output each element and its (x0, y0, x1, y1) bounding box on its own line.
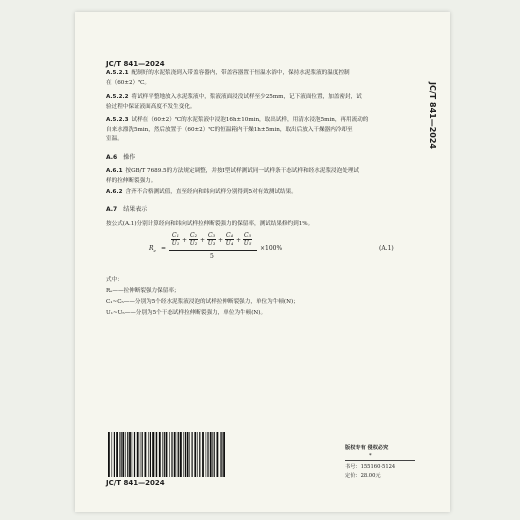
section-title: 操作 (123, 154, 136, 161)
clause-line: 验过程中保证液面高度不发生变化。 (106, 103, 196, 110)
barcode-stripe (122, 432, 124, 477)
barcode-stripe (178, 432, 179, 477)
barcode-stripe (148, 432, 149, 477)
barcode-stripe (164, 432, 165, 477)
fraction-denominator: U₃ (207, 240, 216, 247)
barcode-stripe (221, 432, 222, 477)
barcode-stripe (140, 432, 141, 477)
section-number: A.7 (106, 206, 118, 213)
plus-sign: + (236, 237, 242, 244)
barcode-stripe (199, 432, 200, 477)
barcode-stripe (214, 432, 215, 477)
legend-line: C₁~C₅——分别为5个经水泥浆液浸泡的试样拉伸断裂强力，单位为牛顿(N)； (106, 299, 299, 305)
barcode-stripe (210, 432, 212, 477)
clause-a-6-2 (106, 188, 424, 198)
formula-a1 (129, 230, 429, 268)
formula-fraction (189, 232, 198, 247)
formula-lhs (149, 245, 156, 253)
barcode-stripe (162, 432, 163, 477)
clause-number: A.5.2.3 (106, 117, 129, 123)
barcode-stripe (114, 432, 115, 477)
barcode-stripe (132, 432, 133, 477)
barcode-stripe (194, 432, 196, 477)
barcode-stripe (189, 432, 190, 477)
clause-line: 将试样平整地放入水泥浆液中，浆液液面浸没试样至少25mm，记下液面位置，加盖密封，试 (131, 94, 362, 100)
section-a7-heading (106, 204, 147, 213)
fraction-denominator: U₄ (225, 240, 234, 247)
plus-sign: + (182, 237, 188, 244)
formula-fraction (243, 232, 252, 247)
main-fraction-bar (169, 250, 257, 251)
barcode (106, 432, 226, 477)
barcode-stripe (108, 432, 110, 477)
formula-fraction (225, 232, 234, 247)
barcode-stripe (125, 432, 126, 477)
barcode-stripe (183, 432, 184, 477)
legend-line: U₁~U₅——分别为5个干态试样拉伸断裂强力，单位为牛顿(N)。 (106, 310, 267, 316)
barcode-stripe (152, 432, 154, 477)
barcode-stripe (145, 432, 147, 477)
formula-fraction (171, 232, 180, 247)
barcode-stripe (177, 432, 178, 477)
result-intro: 按公式(A.1)分别计算经向和纬向试样拉伸断裂强力的保留率，测试结果修约到1%。 (106, 221, 314, 227)
plus-sign: + (218, 237, 224, 244)
barcode-stripe (174, 432, 176, 477)
fraction-numerator: C₂ (190, 232, 197, 239)
barcode-stripe (142, 432, 143, 477)
barcode-stripe (217, 432, 219, 477)
formula-lhs-symbol: R (149, 245, 154, 252)
barcode-stripe (129, 432, 131, 477)
main-denominator: 5 (210, 253, 214, 260)
barcode-stripe (127, 432, 128, 477)
section-title: 结果表示 (123, 206, 148, 213)
barcode-stripe (116, 432, 118, 477)
barcode-stripe (180, 432, 182, 477)
fraction-numerator: C₄ (226, 232, 233, 239)
barcode-stripe (119, 432, 120, 477)
clause-line: 试样在（60±2）℃的水泥浆液中浸泡16h±10min，取出试样，用清水浸泡5min，再用流动的 (131, 117, 369, 123)
clause-line: 在（60±2）℃。 (106, 79, 150, 86)
price: 定价：28.00元 (345, 473, 381, 479)
barcode-stripe (159, 432, 161, 477)
clause-a-5-2-2 (106, 93, 424, 112)
barcode-stripe (197, 432, 198, 477)
section-a6-heading (106, 152, 135, 161)
clause-line: 按GB/T 7689.5的方法规定调整，并按Ⅰ型试样测试同一试样条干态试样和经水泥浆浸泡处理试 (125, 168, 360, 174)
barcode-stripe (192, 432, 193, 477)
barcode-stripe (171, 432, 172, 477)
formula-tail: ×100% (260, 245, 283, 252)
document-page (75, 12, 450, 512)
legend-heading: 式中： (106, 277, 123, 283)
barcode-stripe (121, 432, 122, 477)
barcode-stripe (112, 432, 113, 477)
clause-line: 配制好的水泥浆浇到入带盖容器内，带盖容器置于恒温水浴中，保持水泥浆液的温度控制 (131, 70, 350, 76)
barcode-stripe (206, 432, 207, 477)
clause-line: 含齐不合格测试值，直至经向和纬向试样分别得到5对有效测试结果。 (125, 189, 297, 195)
barcode-stripe (166, 432, 168, 477)
fraction-denominator: U₁ (171, 240, 180, 247)
clause-a-6-1 (106, 167, 424, 186)
clause-number: A.5.2.2 (106, 94, 129, 100)
barcode-stripe (169, 432, 170, 477)
copyright-notice: 版权专有 侵权必究 (345, 445, 389, 451)
divider-line (345, 460, 415, 461)
barcode-stripe (150, 432, 151, 477)
formula-fraction (207, 232, 216, 247)
footer-standard-code: JC/T 841—2024 (106, 479, 165, 487)
barcode-stripe (207, 432, 208, 477)
clause-a-5-2-3 (106, 116, 424, 145)
side-standard-code: JC/T 841—2024 (428, 82, 437, 149)
barcode-stripe (185, 432, 186, 477)
book-number: 书号：155160·5124 (345, 464, 396, 470)
barcode-stripe (223, 432, 225, 477)
plus-sign: + (200, 237, 206, 244)
fraction-numerator: C₅ (244, 232, 251, 239)
barcode-stripe (202, 432, 204, 477)
barcode-stripe (187, 432, 189, 477)
legend-line: Rₑ——拉伸断裂强力保留率； (106, 288, 180, 294)
formula-equals: = (161, 245, 167, 252)
fraction-numerator: C₁ (172, 232, 179, 239)
clause-a-5-2-1 (106, 69, 424, 88)
clause-line: 室温。 (106, 136, 123, 142)
clause-line: 自来水漂洗5min，然后放置于（60±2）℃的恒温箱内干燥1h±5min，取出后放入干燥器内冷却至 (106, 126, 353, 133)
barcode-stripe (155, 432, 156, 477)
fraction-denominator: U₂ (189, 240, 198, 247)
barcode-stripe (137, 432, 139, 477)
section-number: A.6 (106, 154, 118, 161)
formula-lhs-subscript: e (153, 248, 156, 254)
clause-line: 样的拉伸断裂强力。 (106, 177, 157, 184)
clause-number: A.6.1 (106, 168, 123, 174)
header-standard-code: JC/T 841—2024 (106, 60, 165, 68)
barcode-stripe (212, 432, 213, 477)
barcode-stripe (220, 432, 221, 477)
fraction-numerator: C₃ (208, 232, 215, 239)
fraction-denominator: U₅ (243, 240, 252, 247)
clause-number: A.6.2 (106, 189, 123, 195)
barcode-stripe (134, 432, 135, 477)
star-mark: * (369, 453, 372, 459)
formula-tag: (A.1) (379, 245, 394, 252)
barcode-stripe (156, 432, 157, 477)
clause-number: A.5.2.1 (106, 70, 129, 76)
